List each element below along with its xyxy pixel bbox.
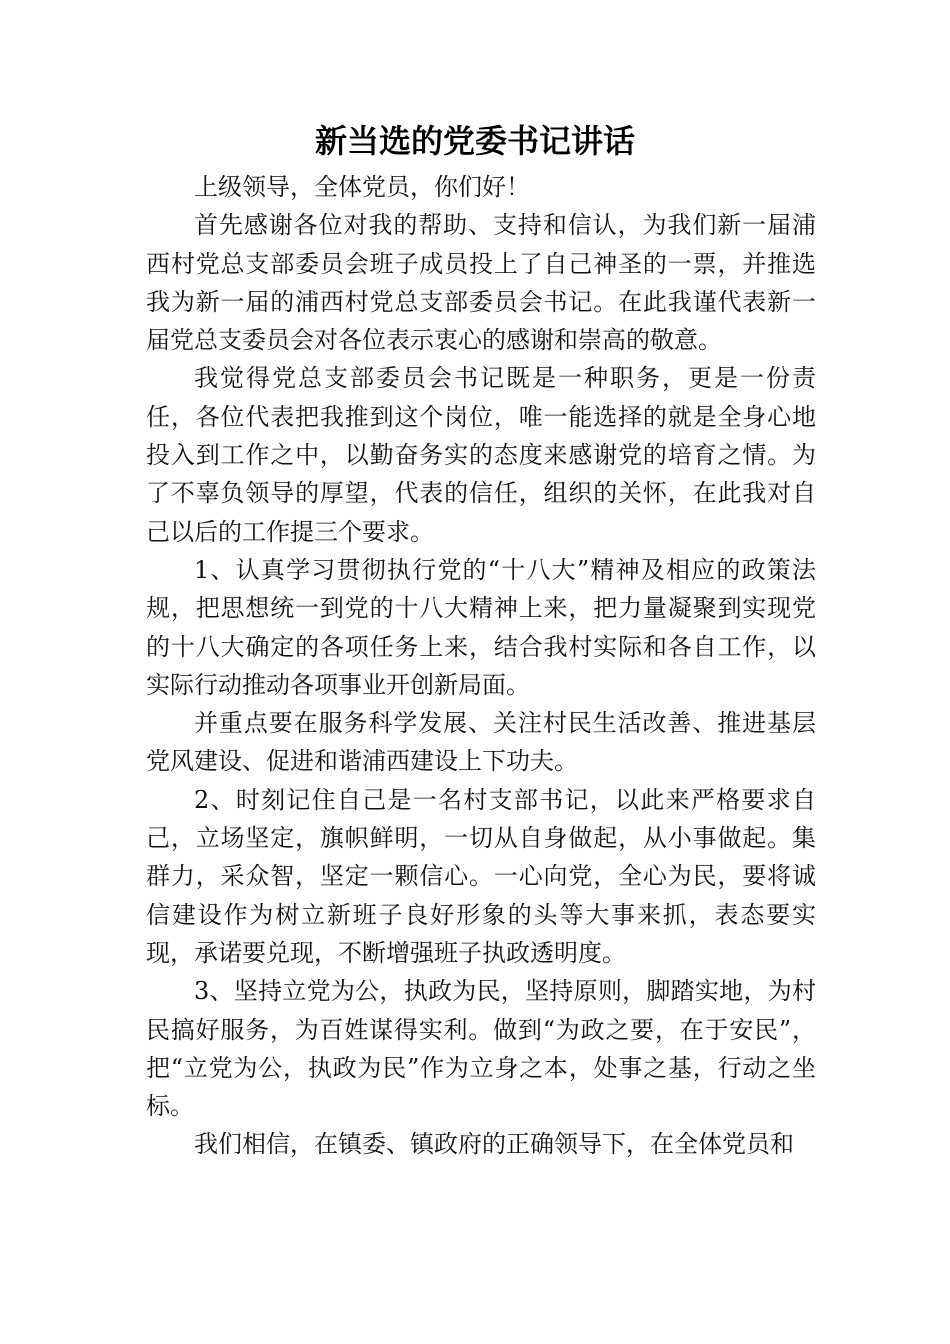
document-body bbox=[146, 168, 816, 1164]
closing-paragraph: 我们相信，在镇委、镇政府的正确领导下，在全体党员和 bbox=[194, 1130, 794, 1159]
requirement-2-paragraph: 2、时刻记住自己是一名村支部书记，以此来严格要求自己，立场坚定，旗帜鲜明，一切从自身做起，从小事做起。集群力，采众智，坚定一颗信心。一心向党，全心为民，要将诚信建设作为树立新班子良好形象的头等大事来抓，表态要实现，承诺要兑现，不断增强班子执政透明度。 bbox=[146, 785, 816, 967]
focus-paragraph: 并重点要在服务科学发展、关注村民生活改善、推进基层党风建设、促进和谐浦西建设上下功夫。 bbox=[146, 709, 816, 776]
document-title: 新当选的党委书记讲话 bbox=[314, 122, 635, 160]
requirement-1-paragraph: 1、认真学习贯彻执行党的“十八大”精神及相应的政策法规，把思想统一到党的十八大精神上来，把力量凝聚到实现党的十八大确定的各项任务上来，结合我村实际和各自工作，以实际行动推动各项事业开创新局面。 bbox=[146, 555, 816, 699]
requirement-3-paragraph: 3、坚持立党为公，执政为民，坚持原则，脚踏实地，为村民搞好服务，为百姓谋得实利。做到“为政之要，在于安民”，把“立党为公，执政为民”作为立身之本，处事之基，行动之坐标。 bbox=[146, 977, 816, 1121]
greeting-paragraph: 上级领导，全体党员，你们好！ bbox=[194, 173, 530, 201]
thanks-paragraph: 首先感谢各位对我的帮助、支持和信认，为我们新一届浦西村党总支部委员会班子成员投上了自己神圣的一票，并推选我为新一届的浦西村党总支部委员会书记。在此我谨代表新一届党总支委员会对各位表示衷心的感谢和崇高的敬意。 bbox=[146, 211, 816, 355]
responsibility-paragraph: 我觉得党总支部委员会书记既是一种职务，更是一份责任，各位代表把我推到这个岗位，唯一能选择的就是全身心地投入到工作之中，以勤奋务实的态度来感谢党的培育之情。为了不辜负领导的厚望，代表的信任，组织的关怀，在此我对自己以后的工作提三个要求。 bbox=[146, 364, 816, 546]
